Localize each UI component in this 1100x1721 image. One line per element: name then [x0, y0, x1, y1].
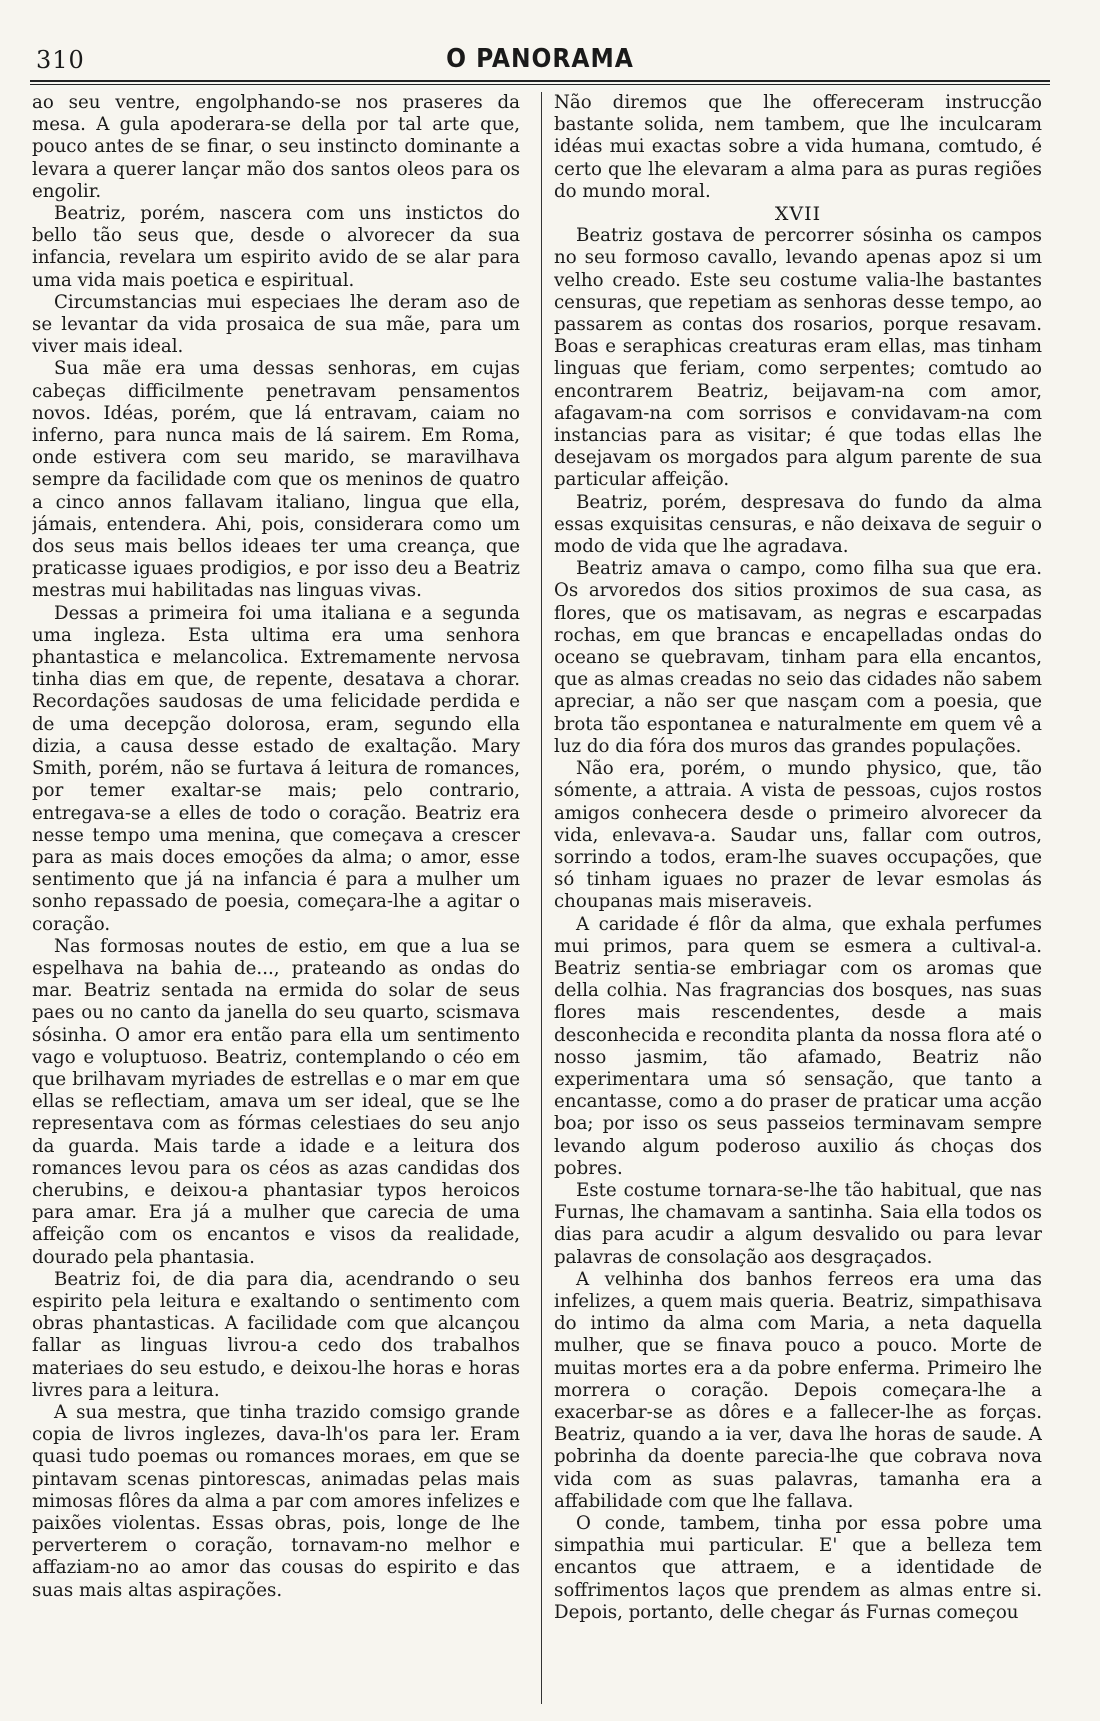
- paragraph: A caridade é flôr da alma, que exhala perfumes mui primos, para quem se esmera a cultival-a. Beatriz sentia-se embriagar com os aromas que della colhia. Nas fragrancias dos bosques, nas suas flores mais rescendentes, desde a mais desconhecida e recondita planta da nossa flora até o nosso jasmim, tão afamado, Beatriz não experimentara uma só sensação, que tanto a encantasse, como a do praser de praticar uma acção boa; por isso os seus passeios terminavam sempre levando algum poderoso auxilio ás choças dos pobres.: [554, 913, 1042, 1179]
- column-divider: [541, 92, 542, 1704]
- paragraph: Dessas a primeira foi uma italiana e a segunda uma ingleza. Esta ultima era uma senhora phantastica e melancolica. Extremamente nervosa tinha dias em que, de repente, desatava a chorar. Recordações saudosas de uma felicidade perdida e de uma decepção dolorosa, eram, segundo ella dizia, a causa desse estado de exaltação. Mary Smith, porém, não se furtava á leitura de romances, por temer exaltar-se mais; pelo contrario, entregava-se a elles de todo o coração. Beatriz era nesse tempo uma menina, que começava a crescer para as mais doces emoções da alma; o amor, esse sentimento que já na infancia é para a mulher um sonho repassado de poesia, começara-lhe a agitar o coração.: [32, 602, 520, 935]
- right-column: [554, 92, 1042, 1704]
- journal-title: O PANORAMA: [446, 44, 634, 74]
- paragraph: A sua mestra, que tinha trazido comsigo grande copia de livros inglezes, dava-lh'os para ler. Eram quasi tudo poemas ou romances moraes, em que se pintavam scenas pintorescas, animadas pelas mais mimosas flôres da alma a par com amores infelizes e paixões violentas. Essas obras, pois, longe de lhe perverterem o coração, tornavam-no melhor e affaziam-no ao amor das cousas do espirito e das suas mais altas aspirações.: [32, 1401, 520, 1601]
- left-column: [32, 92, 520, 1704]
- page-number: 310: [36, 46, 85, 74]
- page-header: [30, 40, 1050, 80]
- paragraph: A velhinha dos banhos ferreos era uma das infelizes, a quem mais queria. Beatriz, simpathisava do intimo da alma com Maria, a neta daquella mulher, que se finava pouco a pouco. Morte de muitas mortes era a da pobre enferma. Primeiro lhe morrera o coração. Depois começara-lhe a exacerbar-se as dôres e a fallecer-lhe as forças. Beatriz, quando a ia ver, dava lhe horas de saude. A pobrinha da doente parecia-lhe que cobrava nova vida com as suas palavras, tamanha era a affabilidade com que lhe fallava.: [554, 1268, 1042, 1512]
- paragraph: Sua mãe era uma dessas senhoras, em cujas cabeças difficilmente penetravam pensamentos novos. Idéas, porém, que lá entravam, caiam no inferno, para nunca mais de lá sairem. Em Roma, onde estivera com seu marido, se maravilhava sempre da facilidade com que os meninos de quatro a cinco annos fallavam italiano, lingua que ella, jámais, entendera. Ahi, pois, considerara como um dos seus mais bellos ideaes ter uma creança, que praticasse iguaes prodigios, e por isso deu a Beatriz mestras mui habilitadas nas linguas vivas.: [32, 358, 520, 602]
- section-heading: XVII: [774, 203, 822, 226]
- paragraph: Este costume tornara-se-lhe tão habitual, que nas Furnas, lhe chamavam a santinha. Saia ella todos os dias para acudir a algum desvalido ou para levar palavras de consolação aos desgraçados.: [554, 1179, 1042, 1268]
- header-rule-thick: [30, 80, 1050, 82]
- paragraph: O conde, tambem, tinha por essa pobre uma simpathia mui particular. E' que a belleza tem encantos que attraem, e a identidade de soffrimentos laços que prendem as almas entre si. Depois, portanto, delle chegar ás Furnas começou: [554, 1513, 1042, 1623]
- paragraph: Beatriz, porém, despresava do fundo da alma essas exquisitas censuras, e não deixava de seguir o modo de vida que lhe agradava.: [554, 491, 1042, 558]
- paragraph: Beatriz foi, de dia para dia, acendrando o seu espirito pela leitura e exaltando o sentimento com obras phantasticas. A facilidade com que alcançou fallar as linguas livrou-a cedo dos trabalhos materiaes do seu estudo, e deixou-lhe horas e horas livres para a leitura.: [32, 1268, 520, 1401]
- paragraph: Nas formosas noutes de estio, em que a lua se espelhava na bahia de..., prateando as ondas do mar. Beatriz sentada na ermida do solar de seus paes ou no canto da janella do seu quarto, scismava sósinha. O amor era então para ella um sentimento vago e voluptuoso. Beatriz, contemplando o céo em que brilhavam myriades de estrellas e o mar em que ellas se reflectiam, amava um ser ideal, que se lhe representava com as fórmas celestiaes do seu anjo da guarda. Mais tarde a idade e a leitura dos romances levou para os céos as azas candidas dos cherubins, e deixou-a phantasiar typos heroicos para amar. Era já a mulher que carecia de uma affeição com os encantos e visos da realidade, dourado pela phantasia.: [32, 935, 520, 1268]
- paragraph: Não era, porém, o mundo physico, que, tão sómente, a attraia. A vista de pessoas, cujos rostos amigos conhecera desde o primeiro alvorecer da vida, enlevava-a. Saudar uns, fallar com outros, sorrindo a todos, eram-lhe suaves occupações, que só tinham iguaes no prazer de levar esmolas ás choupanas mais miseraveis.: [554, 758, 1042, 913]
- paragraph: Beatriz amava o campo, como filha sua que era. Os arvoredos dos sitios proximos de sua casa, as flores, que os matisavam, as negras e escarpadas rochas, em que brancas e encapelladas ondas do oceano se quebravam, tinham para ella encantos, que as almas creadas no seio das cidades não sabem apreciar, a não ser que nasçam com a poesia, que brota tão espontanea e naturalmente em quem vê a luz do dia fóra dos muros das grandes populações.: [554, 558, 1042, 757]
- paragraph: Beatriz, porém, nascera com uns instictos do bello tão seus que, desde o alvorecer da sua infancia, revelara um espirito avido de se alar para uma vida mais poetica e espiritual.: [32, 203, 520, 291]
- paragraph: Circumstancias mui especiaes lhe deram aso de se levantar da vida prosaica de sua mãe, para um viver mais ideal.: [32, 291, 520, 358]
- header-rule-thin: [30, 84, 1050, 85]
- paragraph: ao seu ventre, engolphando-se nos praseres da mesa. A gula apoderara-se della por tal arte que, pouco antes de se finar, o seu instincto dominante a levara a querer lançar mão dos santos oleos para os engolir.: [32, 92, 520, 202]
- paragraph: Beatriz gostava de percorrer sósinha os campos no seu formoso cavallo, levando apenas apoz si um velho creado. Este seu costume valia-lhe bastantes censuras, que repetiam as senhoras desse tempo, ao passarem as contas dos rosarios, porque resavam. Boas e seraphicas creaturas eram ellas, mas tinham linguas que feriam, como serpentes; comtudo ao encontrarem Beatriz, beijavam-na com amor, afagavam-na com sorrisos e convidavam-na com instancias para as visitar; é que todas ellas lhe desejavam os morgados para algum parente de sua particular affeição.: [554, 225, 1042, 491]
- paragraph: Não diremos que lhe offereceram instrucção bastante solida, nem tambem, que lhe inculcaram idéas mui exactas sobre a vida humana, comtudo, é certo que lhe elevaram a alma para as puras regiões do mundo moral.: [554, 92, 1042, 202]
